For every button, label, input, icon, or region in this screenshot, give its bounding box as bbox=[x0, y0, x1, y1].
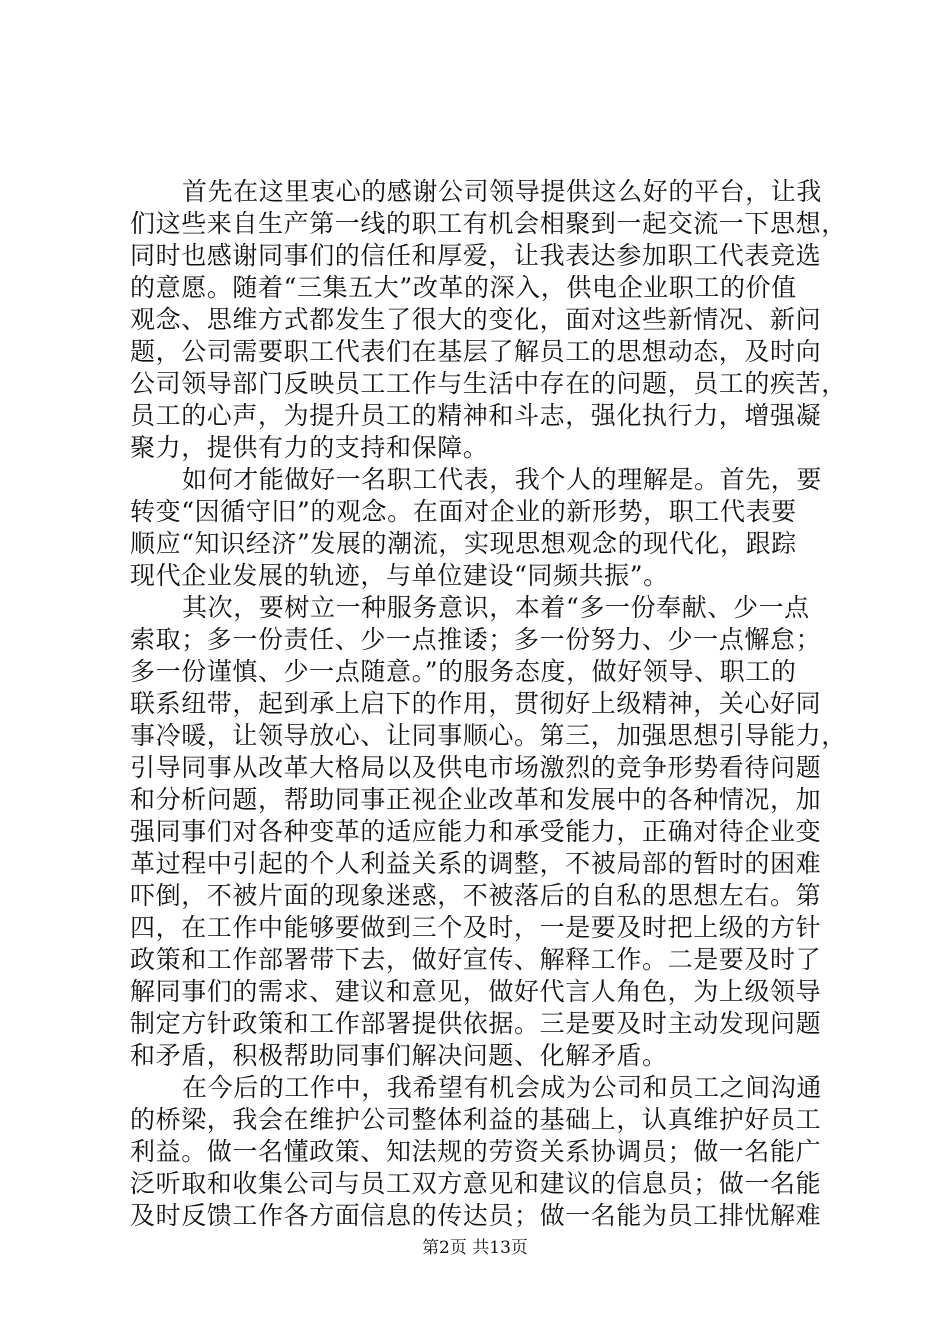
text-line: 聚力，提供有力的支持和保障。 bbox=[130, 433, 489, 462]
text-line: 在今后的工作中，我希望有机会成为公司和员工之间沟通 bbox=[182, 1073, 823, 1102]
text-line: 顺应“知识经济”发展的潮流，实现思想观念的现代化，跟踪 bbox=[130, 529, 797, 558]
text-line: 及时反馈工作各方面信息的传达员；做一名能为员工排忧解难 bbox=[130, 1201, 822, 1230]
paragraph-2 bbox=[130, 464, 830, 592]
text-line: 们这些来自生产第一线的职工有机会相聚到一起交流一下思想， bbox=[130, 209, 847, 238]
text-line: 现代企业发展的轨迹，与单位建设“同频共振”。 bbox=[130, 561, 669, 590]
text-line: 和矛盾，积极帮助同事们解决问题、化解矛盾。 bbox=[130, 1041, 668, 1070]
text-line: 四，在工作中能够要做到三个及时，一是要及时把上级的方针 bbox=[130, 913, 822, 942]
text-line: 首先在这里衷心的感谢公司领导提供这么好的平台，让我 bbox=[182, 177, 823, 206]
text-line: 制定方针政策和工作部署提供依据。三是要及时主动发现问题 bbox=[130, 1009, 822, 1038]
text-line: 和分析问题，帮助同事正视企业改革和发展中的各种情况，加 bbox=[130, 785, 822, 814]
text-line: 多一份谨慎、少一点随意。”的服务态度，做好领导、职工的 bbox=[130, 657, 797, 686]
text-line: 其次，要树立一种服务意识，本着“多一份奉献、少一点 bbox=[182, 593, 810, 622]
text-line: 事冷暖，让领导放心、让同事顺心。第三，加强思想引导能力， bbox=[130, 721, 847, 750]
text-line: 题，公司需要职工代表们在基层了解员工的思想动态，及时向 bbox=[130, 337, 822, 366]
text-line: 革过程中引起的个人利益关系的调整，不被局部的暂时的困难 bbox=[130, 849, 822, 878]
text-line: 观念、思维方式都发生了很大的变化，面对这些新情况、新问 bbox=[130, 305, 822, 334]
text-line: 转变“因循守旧”的观念。在面对企业的新形势，职工代表要 bbox=[130, 497, 797, 526]
text-line: 利益。做一名懂政策、知法规的劳资关系协调员；做一名能广 bbox=[130, 1137, 822, 1166]
text-line: 政策和工作部署带下去，做好宣传、解释工作。二是要及时了 bbox=[130, 945, 822, 974]
text-line: 索取；多一份责任、少一点推诿；多一份努力、少一点懈怠； bbox=[130, 625, 822, 654]
document-body bbox=[130, 176, 847, 1232]
paragraph-3 bbox=[130, 592, 847, 1072]
text-line: 如何才能做好一名职工代表，我个人的理解是。首先，要 bbox=[182, 465, 823, 494]
text-line: 泛听取和收集公司与员工双方意见和建议的信息员；做一名能 bbox=[130, 1169, 822, 1198]
text-line: 引导同事从改革大格局以及供电市场激烈的竞争形势看待问题 bbox=[130, 753, 822, 782]
text-line: 的意愿。随着“三集五大”改革的深入，供电企业职工的价值 bbox=[130, 273, 797, 302]
paragraph-4 bbox=[130, 1072, 830, 1232]
text-line: 联系纽带，起到承上启下的作用，贯彻好上级精神，关心好同 bbox=[130, 689, 822, 718]
text-line: 的桥梁，我会在维护公司整体利益的基础上，认真维护好员工 bbox=[130, 1105, 822, 1134]
text-line: 吓倒，不被片面的现象迷惑，不被落后的自私的思想左右。第 bbox=[130, 881, 822, 910]
text-line: 同时也感谢同事们的信任和厚爱，让我表达参加职工代表竞选 bbox=[130, 241, 822, 270]
text-line: 解同事们的需求、建议和意见，做好代言人角色，为上级领导 bbox=[130, 977, 822, 1006]
paragraph-1 bbox=[130, 176, 847, 464]
text-line: 公司领导部门反映员工工作与生活中存在的问题，员工的疾苦， bbox=[130, 369, 847, 398]
page-number-footer: 第2页 共13页 bbox=[422, 1238, 528, 1258]
text-line: 强同事们对各种变革的适应能力和承受能力，正确对待企业变 bbox=[130, 817, 822, 846]
text-line: 员工的心声，为提升员工的精神和斗志，强化执行力，增强凝 bbox=[130, 401, 822, 430]
